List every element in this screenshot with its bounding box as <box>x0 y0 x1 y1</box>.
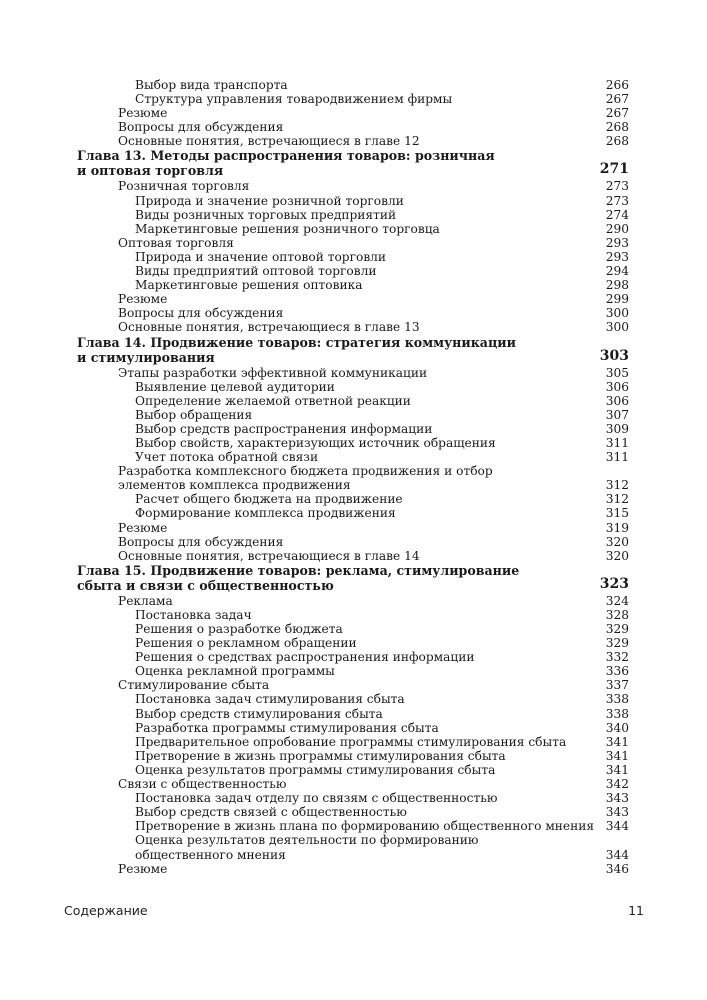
toc-entry-title: Формирование комплекса продвижения <box>135 506 396 521</box>
toc-entry-title: Выбор обращения <box>135 407 253 422</box>
toc-entry-page-number: 300 <box>605 306 629 321</box>
toc-entry-page-number: 273 <box>605 193 629 208</box>
toc-entry-page-number: 307 <box>605 407 629 422</box>
toc-entry-title: Этапы разработки эффективной коммуникации <box>118 365 428 380</box>
toc-entry-title: Основные понятия, встречающиеся в главе 14 <box>118 548 420 563</box>
toc-entry-title: Вопросы для обсуждения <box>118 534 284 549</box>
toc-entry-title: общественного мнения <box>135 847 286 862</box>
toc-entry-title: Стимулирование сбыта <box>118 678 270 693</box>
toc-entry-title: Расчет общего бюджета на продвижение <box>135 492 403 507</box>
toc-entry-page-number: 298 <box>605 278 629 293</box>
toc-entry-page-number: 336 <box>605 664 629 679</box>
toc-entry-page-number: 305 <box>605 365 629 380</box>
chapter-title-line-2: сбыта и связи с общественностью <box>77 577 334 593</box>
toc-entry-title: Виды предприятий оптовой торговли <box>135 264 377 279</box>
chapter-page-number: 303 <box>599 347 629 364</box>
toc-chapter-heading <box>0 148 707 179</box>
toc-entry <box>0 549 707 563</box>
toc-entry-page-number: 338 <box>605 706 629 721</box>
toc-entry-page-number: 340 <box>605 720 629 735</box>
toc-entry-page-number: 299 <box>605 292 629 307</box>
toc-entry <box>0 819 707 833</box>
toc-entry <box>0 506 707 520</box>
toc-entry-page-number: 268 <box>605 120 629 135</box>
toc-entry-title: Постановка задач <box>135 607 252 622</box>
toc-entry-title: Резюме <box>118 861 168 876</box>
toc-entry <box>0 492 707 506</box>
toc-entry-page-number: 300 <box>605 320 629 335</box>
toc-entry <box>0 250 707 264</box>
toc-entry-title: Вопросы для обсуждения <box>118 120 284 135</box>
toc-entry <box>0 777 707 791</box>
toc-entry-page-number: 332 <box>605 650 629 665</box>
toc-entry-page-number: 315 <box>605 506 629 521</box>
toc-entry-title: Предварительное опробование программы стимулирования сбыта <box>135 734 567 749</box>
chapter-page-number: 323 <box>599 575 629 592</box>
toc-entry <box>0 862 707 876</box>
toc-entry <box>0 464 707 478</box>
toc-entry-title: Выбор свойств, характеризующих источник обращения <box>135 435 496 450</box>
toc-entry <box>0 380 707 394</box>
toc-entry-title: Выбор средств распространения информации <box>135 421 433 436</box>
toc-entry <box>0 749 707 763</box>
toc-entry <box>0 292 707 306</box>
toc-entry <box>0 306 707 320</box>
toc-entry-title: Резюме <box>118 292 168 307</box>
toc-entry-title: Выбор средств стимулирования сбыта <box>135 706 383 721</box>
toc-entry-title: Реклама <box>118 593 173 608</box>
toc-entry-page-number: 294 <box>605 264 629 279</box>
toc-entry <box>0 394 707 408</box>
toc-entry-page-number: 273 <box>605 179 629 194</box>
toc-entry <box>0 664 707 678</box>
toc-entry <box>0 763 707 777</box>
toc-entry-title: Претворение в жизнь программы стимулирования сбыта <box>135 748 506 763</box>
toc-entry-title: Вопросы для обсуждения <box>118 306 284 321</box>
toc-entry-page-number: 341 <box>605 762 629 777</box>
toc-entry-page-number: 329 <box>605 622 629 636</box>
toc-entry-page-number: 341 <box>605 734 629 749</box>
toc-entry-title: Розничная торговля <box>118 179 250 194</box>
toc-entry <box>0 622 707 636</box>
toc-entry <box>0 179 707 193</box>
toc-entry <box>0 422 707 436</box>
toc-entry-title: Маркетинговые решения розничного торговца <box>135 221 440 236</box>
chapter-title-line-2: и оптовая торговля <box>77 163 224 179</box>
toc-entry-title: Постановка задач стимулирования сбыта <box>135 692 405 707</box>
toc-entry <box>0 735 707 749</box>
toc-entry <box>0 650 707 664</box>
toc-entry-page-number: 309 <box>605 421 629 436</box>
toc-entry <box>0 692 707 706</box>
toc-entry-page-number: 311 <box>605 435 629 450</box>
toc-entry <box>0 636 707 650</box>
toc-entry-title: Выбор средств связей с общественностью <box>135 805 407 820</box>
toc-entry-page-number: 267 <box>605 106 629 121</box>
page-footer <box>64 903 644 923</box>
toc-entry-title: Виды розничных торговых предприятий <box>135 207 397 222</box>
toc-entry-page-number: 312 <box>605 492 629 507</box>
toc-entry <box>0 521 707 535</box>
toc-entry <box>0 833 707 847</box>
toc-entry <box>0 608 707 622</box>
toc-entry <box>0 264 707 278</box>
toc-entry-page-number: 266 <box>605 78 629 92</box>
toc-entry-title: Постановка задач отделу по связям с общественностью <box>135 791 498 806</box>
toc-entry-page-number: 293 <box>605 235 629 250</box>
footer-section-label: Содержание <box>64 903 148 918</box>
toc-entry-page-number: 320 <box>605 534 629 549</box>
toc-entry-page-number: 312 <box>605 478 629 493</box>
toc-entry-title: Природа и значение розничной торговли <box>135 193 404 208</box>
toc-entry <box>0 848 707 862</box>
toc-entry <box>0 535 707 549</box>
toc-entry-title: Оценка результатов деятельности по формированию <box>135 833 479 848</box>
toc-entry <box>0 120 707 134</box>
toc-entry-page-number: 337 <box>605 678 629 693</box>
toc-entry <box>0 436 707 450</box>
toc-entry-page-number: 344 <box>605 847 629 862</box>
toc-entry <box>0 134 707 148</box>
toc-entry-title: Природа и значение оптовой торговли <box>135 249 387 264</box>
toc-entry-title: Разработка программы стимулирования сбыта <box>135 720 439 735</box>
toc-entry-page-number: 343 <box>605 805 629 820</box>
toc-entry-title: Учет потока обратной связи <box>135 450 319 465</box>
toc-entry-page-number: 320 <box>605 548 629 563</box>
footer-page-number: 11 <box>628 903 644 918</box>
toc-entry <box>0 208 707 222</box>
toc-entry <box>0 106 707 120</box>
toc-entry <box>0 791 707 805</box>
toc-entry-title: Определение желаемой ответной реакции <box>135 393 411 408</box>
toc-entry-page-number: 338 <box>605 692 629 707</box>
toc-entry-title: Разработка комплексного бюджета продвижения и отбор <box>118 464 493 479</box>
toc-entry-page-number: 306 <box>605 379 629 394</box>
toc-entry <box>0 408 707 422</box>
toc-entry-title: Резюме <box>118 106 168 121</box>
toc-entry-page-number: 267 <box>605 92 629 107</box>
toc-entry-title: Решения о средствах распространения информации <box>135 650 475 665</box>
chapter-page-number: 271 <box>599 161 629 178</box>
toc-entry-page-number: 343 <box>605 791 629 806</box>
toc-entry <box>0 194 707 208</box>
toc-entry <box>0 721 707 735</box>
toc-entry <box>0 278 707 292</box>
toc-entry-page-number: 344 <box>605 819 629 834</box>
table-of-contents <box>0 78 707 876</box>
chapter-title-line-2: и стимулирования <box>77 349 215 365</box>
toc-entry-title: Структура управления товародвижением фирмы <box>135 92 453 107</box>
toc-chapter-heading <box>0 563 707 594</box>
toc-entry-page-number: 342 <box>605 777 629 792</box>
toc-entry-page-number: 306 <box>605 393 629 408</box>
toc-entry <box>0 450 707 464</box>
toc-entry <box>0 678 707 692</box>
chapter-title-line-1: Глава 14. Продвижение товаров: стратегия коммуникации <box>77 334 516 350</box>
toc-entry-title: элементов комплекса продвижения <box>118 478 351 493</box>
toc-entry <box>0 478 707 492</box>
toc-entry-page-number: 324 <box>605 593 629 608</box>
toc-entry-title: Основные понятия, встречающиеся в главе 12 <box>118 134 420 149</box>
chapter-title-line-1: Глава 13. Методы распространения товаров: розничная <box>77 148 495 164</box>
toc-entry <box>0 236 707 250</box>
toc-entry <box>0 707 707 721</box>
toc-entry-title: Оценка результатов программы стимулирования сбыта <box>135 762 496 777</box>
toc-entry-page-number: 274 <box>605 207 629 222</box>
toc-entry <box>0 594 707 608</box>
toc-entry-page-number: 293 <box>605 249 629 264</box>
toc-entry-title: Связи с общественностью <box>118 777 287 792</box>
toc-entry-page-number: 311 <box>605 450 629 465</box>
toc-entry-page-number: 290 <box>605 221 629 236</box>
toc-entry-page-number: 329 <box>605 636 629 651</box>
toc-entry-page-number: 346 <box>605 861 629 876</box>
toc-entry <box>0 222 707 236</box>
toc-entry-title: Решения о разработке бюджета <box>135 622 343 636</box>
toc-entry-title: Основные понятия, встречающиеся в главе 13 <box>118 320 420 335</box>
toc-entry <box>0 92 707 106</box>
toc-entry-page-number: 328 <box>605 607 629 622</box>
toc-entry-page-number: 268 <box>605 134 629 149</box>
toc-entry-page-number: 319 <box>605 520 629 535</box>
toc-entry-page-number: 341 <box>605 748 629 763</box>
toc-entry <box>0 805 707 819</box>
toc-entry <box>0 78 707 92</box>
toc-entry-title: Оценка рекламной программы <box>135 664 335 679</box>
toc-entry <box>0 366 707 380</box>
toc-chapter-heading <box>0 335 707 366</box>
toc-entry-title: Оптовая торговля <box>118 235 234 250</box>
toc-entry-title: Претворение в жизнь плана по формированию общественного мнения <box>135 819 595 834</box>
chapter-title-line-1: Глава 15. Продвижение товаров: реклама, стимулирование <box>77 562 520 578</box>
toc-entry-title: Выбор вида транспорта <box>135 78 288 92</box>
toc-entry <box>0 320 707 334</box>
toc-entry-title: Решения о рекламном обращении <box>135 636 357 651</box>
toc-entry-title: Выявление целевой аудитории <box>135 379 335 394</box>
toc-entry-title: Маркетинговые решения оптовика <box>135 278 363 293</box>
toc-entry-title: Резюме <box>118 520 168 535</box>
